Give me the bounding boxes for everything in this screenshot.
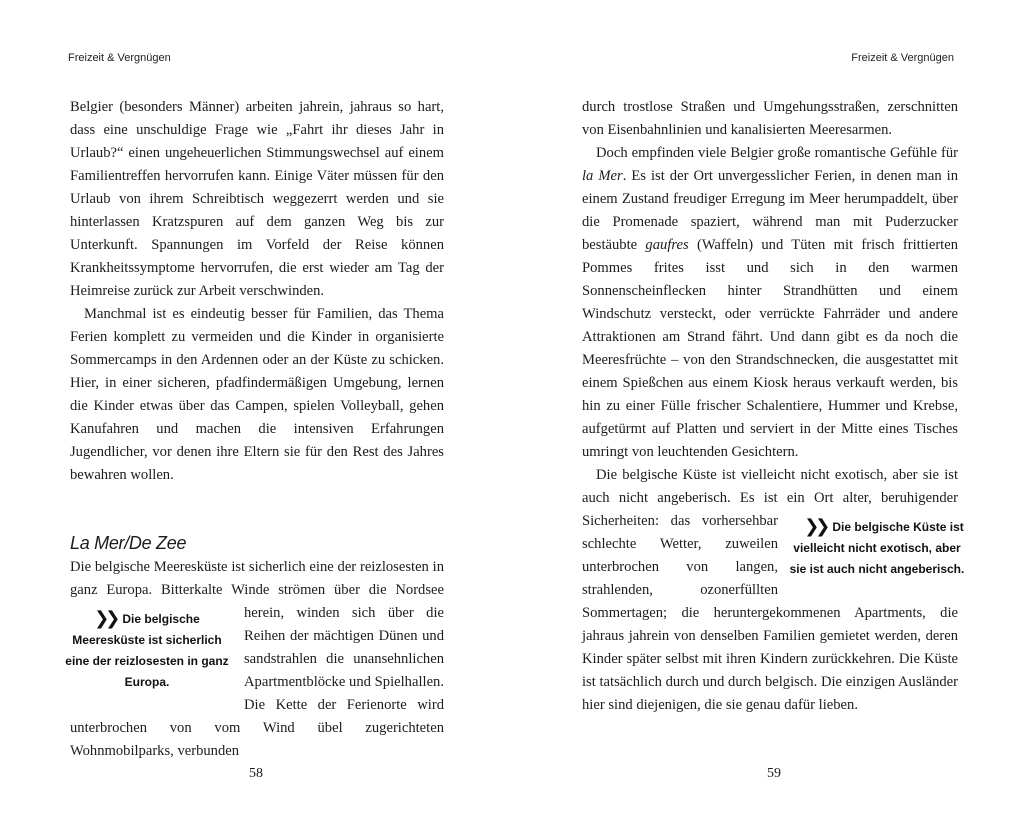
paragraph: [65, 556, 444, 763]
paragraph-text: (Waffeln) und Tüten mit frisch frittierten Pommes frites isst und sich in den warmen Sonnenscheinflecken hinter Strandhütten und einem Windschutz versteckt, oder verrückte Fahrräder und andere Attraktionen am Strand fährt. Und dann gibt es da noch die Meeresfrüchte – von den Strandschnecken, die ausgestattet mit einem Spießchen aus einem Kiosk heraus verkauft werden, bis hin zu einer Fülle frischer Schalentiere, Hummer und Krebse, aufgetürmt auf Platten und serviert in der Mitte eines Tisches umringt von leuchtenden Gesichtern.: [582, 237, 959, 460]
paragraph: durch trostlose Straßen und Umgehungsstraßen, zerschnitten von Eisenbahnlinien und kanalisierten Meeresarmen.: [582, 99, 958, 138]
paragraph-text: . Es ist der Ort unvergesslicher Ferien, in denen man in einem Zustand freudiger Erregung im Meer herumpaddelt, über die Promenade spaziert, während man mit Puderzucker bestäubte: [582, 168, 958, 253]
pull-quote: [788, 516, 966, 580]
emphasis-text: gaufres: [645, 237, 689, 253]
right-body-text: [582, 96, 965, 717]
paragraph: Belgier (besonders Männer) arbeiten jahrein, jahraus so hart, dass eine unschuldige Frage wie „Fahrt ihr dieses Jahr in Urlaub?“ einen ungeheuerlichen Stimmungswechsel auf einem Familientreffen hervorrufen kann. Einige Väter müssen für den Urlaub von ihrem Schreibtisch weggezerrt werden und sie hinterlassen Kratzspuren auf dem ganzen Weg bis zur Unterkunft. Spannungen im Vorfeld der Reise können Krankheitssymptome hervorrufen, die erst wieder am Tag der Heimreise zurück zur Arbeit verschwinden.: [70, 99, 444, 299]
section-title: La Mer/De Zee: [70, 533, 187, 553]
paragraph: Manchmal ist es eindeutig besser für Familien, das Thema Ferien komplett zu vermeiden und die Kinder in organisierte Sommercamps in den Ardennen oder an der Küste zu schicken. Hier, in einer sicheren, pfadfindermäßigen Umgebung, lernen die Kinder etwas über das Campen, spielen Volleyball, gehen Kanufahren und machen die intensiven Erfahrungen Jugendlicher, vor denen ihre Eltern sie für den Rest des Jahres bewahren wollen.: [70, 306, 444, 483]
paragraph: [582, 464, 965, 717]
paragraph-text: Die belgische Meeresküste ist sicherlich eine der reizlosesten in ganz Europa. Bitterkalte Winde strömen über die Nordsee: [70, 559, 444, 598]
right-page: [512, 0, 1024, 829]
paragraph-text: Die belgische Küste ist vielleicht nicht exotisch, aber sie ist auch nicht angeberisch. Es ist ein Ort alter, beruhigender Si: [582, 467, 958, 529]
double-chevron-icon: ❯❯: [804, 516, 827, 536]
paragraph-text: cherheiten: das vorhersehbar schlechte Wetter, zuweilen unterbrochen von langen, strahlenden, ozonerfüllten Sommertagen; die heruntergekommenen Apartments, die jahraus jahrein von denselben Familien gemietet werden, deren Kinder später selbst mit ihren Kindern zurückkehren. Die Küste ist tatsächlich durch und durch belgisch. Die einzigen Ausländer hier sind diejenigen, die sie genau dafür lieben.: [582, 513, 958, 713]
pull-quote-text: Die belgische Meeresküste ist sicherlich eine der reizlosesten in ganz Europa.: [65, 612, 229, 689]
running-head: Freizeit & Vergnügen: [851, 52, 954, 64]
paragraph-text: Doch empfinden viele Belgier große romantische Gefühle für: [596, 145, 958, 161]
pull-quote-text: Die belgische Küste ist vielleicht nicht exotisch, aber sie ist auch nicht angeberisch.: [789, 520, 965, 576]
double-chevron-icon: ❯❯: [94, 608, 117, 628]
left-body-text-section: [65, 556, 444, 763]
paragraph-text: herein, winden sich über die Reihen der mächtigen Dünen und sandstrahlen die unansehnlichen Apartmentblöcke und Spielhallen. Die Kette der Ferienorte wird unterbrochen von vom Wind übel zugerichteten Wohnmobilparks, verbunden: [70, 605, 444, 759]
left-body-text: [70, 96, 444, 487]
running-head: Freizeit & Vergnügen: [68, 52, 171, 64]
page-number: 58: [249, 766, 263, 781]
paragraph: [582, 142, 958, 464]
page-number: 59: [767, 766, 781, 781]
pull-quote: [62, 608, 232, 693]
emphasis-text: la Mer: [582, 168, 623, 184]
